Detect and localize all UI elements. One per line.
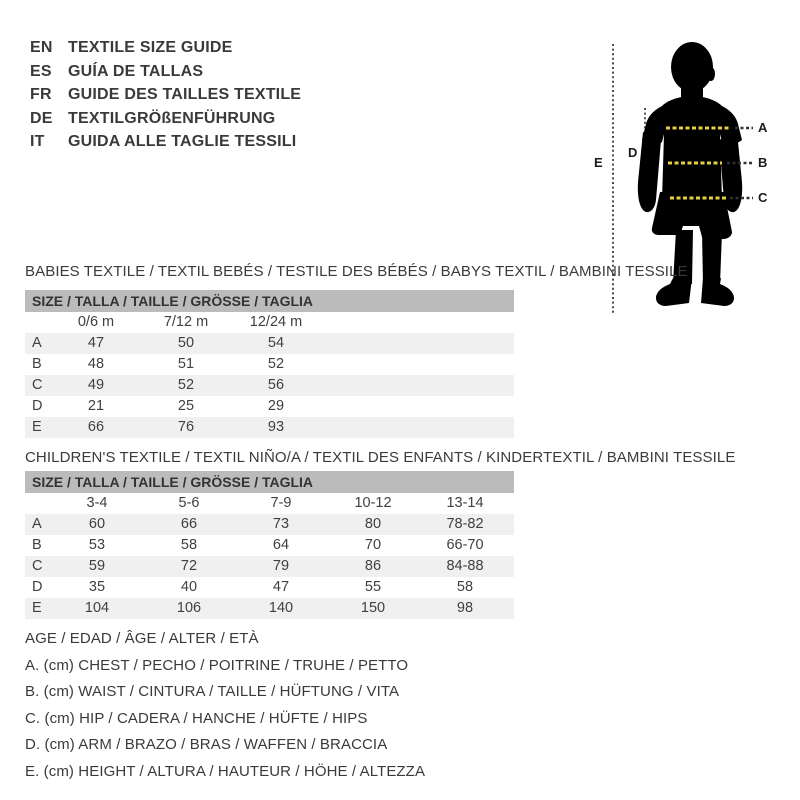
cell: 58: [456, 579, 474, 595]
cell: 66-70: [446, 537, 484, 553]
language-code: DE: [30, 109, 53, 127]
legend-item-waist: B. (cm) WAIST / CINTURA / TAILLE / HÜFTUNG / VITA: [25, 683, 400, 700]
cell: 48: [87, 356, 105, 372]
language-title-list: [30, 36, 301, 154]
cell: 54: [267, 335, 285, 351]
cell: 29: [267, 398, 285, 414]
cell: 70: [364, 537, 382, 553]
cell: 66: [87, 419, 105, 435]
cell: 47: [272, 579, 290, 595]
silhouette-ear: [707, 67, 715, 81]
language-code: FR: [30, 86, 52, 103]
cell: 25: [177, 398, 195, 414]
figure-label-b: B: [758, 155, 768, 170]
language-code: ES: [30, 62, 52, 80]
cell: 47: [87, 335, 105, 351]
cell: 53: [88, 537, 106, 553]
table-row: [25, 535, 514, 556]
cell: 140: [268, 600, 294, 616]
cell: 52: [267, 356, 285, 372]
babies-size-band: SIZE / TALLA / TAILLE / GRÖSSE / TAGLIA: [25, 290, 514, 312]
children-size-band: SIZE / TALLA / TAILLE / GRÖSSE / TAGLIA: [25, 471, 514, 493]
legend-item-hip: C. (cm) HIP / CADERA / HANCHE / HÜFTE / HIPS: [25, 709, 368, 727]
language-code: IT: [30, 133, 45, 150]
cell: 72: [180, 558, 198, 574]
cell: 98: [456, 600, 474, 616]
silhouette-right-leg: [702, 232, 722, 284]
silhouette-left-arm: [638, 132, 661, 212]
cell: 80: [364, 516, 382, 532]
cell: 55: [364, 579, 382, 595]
table-row: [25, 396, 514, 417]
row-label: E: [32, 600, 42, 616]
cell: 104: [84, 600, 110, 616]
language-title: GUÍA DE TALLAS: [68, 62, 204, 80]
language-title: GUIDE DES TAILLES TEXTILE: [68, 86, 302, 103]
language-title: GUIDA ALLE TAGLIE TESSILI: [68, 133, 297, 150]
column-header: 7/12 m: [163, 314, 209, 330]
cell: 51: [177, 356, 195, 372]
row-label: D: [32, 398, 43, 414]
table-row: [25, 354, 514, 375]
legend-age-line: AGE / EDAD / ÂGE / ALTER / ETÀ: [25, 630, 259, 647]
legend-item-chest: A. (cm) CHEST / PECHO / POITRINE / TRUHE / PETTO: [25, 656, 409, 674]
language-title: TEXTILGRÖßENFÜHRUNG: [68, 109, 276, 127]
cell: 73: [272, 516, 290, 532]
row-label: C: [32, 377, 43, 393]
row-label: E: [32, 419, 42, 435]
table-row: [25, 514, 514, 535]
table-row: [25, 375, 514, 396]
children-column-header-row: [25, 493, 514, 514]
table-row: [25, 333, 514, 354]
row-label: A: [32, 335, 42, 351]
cell: 40: [180, 579, 198, 595]
table-row: [25, 598, 514, 619]
figure-label-c: C: [758, 190, 768, 205]
cell: 76: [177, 419, 195, 435]
column-header: 7-9: [270, 495, 292, 511]
babies-column-header-row: [25, 312, 514, 333]
cell: 78-82: [446, 516, 484, 532]
cell: 35: [88, 579, 106, 595]
table-row: [25, 577, 514, 598]
figure-label-d: D: [628, 145, 638, 160]
children-section-heading: CHILDREN'S TEXTILE / TEXTIL NIÑO/A / TEXTIL DES ENFANTS / KINDERTEXTIL / BAMBINI TESSILE: [25, 449, 736, 466]
cell: 86: [364, 558, 382, 574]
cell: 79: [272, 558, 290, 574]
cell: 56: [267, 377, 285, 393]
silhouette-right-foot: [701, 278, 734, 306]
cell: 106: [176, 600, 202, 616]
cell: 58: [180, 537, 198, 553]
measurement-legend: [25, 626, 425, 785]
cell: 50: [177, 335, 195, 351]
cell: 64: [272, 537, 290, 553]
cell: 21: [87, 398, 105, 414]
cell: 49: [87, 377, 105, 393]
row-label: B: [32, 356, 42, 372]
column-header: 13-14: [446, 495, 484, 511]
cell: 52: [177, 377, 195, 393]
corner-cell: [25, 493, 51, 514]
table-row: [25, 417, 514, 438]
column-header: 12/24 m: [249, 314, 303, 330]
table-row: [25, 556, 514, 577]
column-header: 3-4: [86, 495, 108, 511]
row-label: C: [32, 558, 43, 574]
language-title: TEXTILE SIZE GUIDE: [68, 39, 233, 56]
column-header: 10-12: [354, 495, 392, 511]
figure-label-e: E: [594, 155, 603, 170]
legend-item-arm: D. (cm) ARM / BRAZO / BRAS / WAFFEN / BRACCIA: [25, 736, 388, 753]
figure-label-a: A: [758, 120, 768, 135]
column-header: 0/6 m: [77, 314, 115, 330]
cell: 84-88: [446, 558, 484, 574]
cell: 150: [360, 600, 386, 616]
row-label: A: [32, 516, 42, 532]
silhouette-left-foot: [656, 278, 692, 306]
cell: 59: [88, 558, 106, 574]
cell: 66: [180, 516, 198, 532]
legend-item-height: E. (cm) HEIGHT / ALTURA / HAUTEUR / HÖHE / ALTEZZA: [25, 762, 426, 780]
row-label: D: [32, 579, 43, 595]
babies-section-heading: BABIES TEXTILE / TEXTIL BEBÉS / TESTILE DES BÉBÉS / BABYS TEXTIL / BAMBINI TESSILE: [25, 263, 688, 280]
cell: 93: [267, 419, 285, 435]
corner-cell: [25, 312, 51, 333]
column-header: 5-6: [178, 495, 200, 511]
row-label: B: [32, 537, 42, 553]
language-code: EN: [30, 39, 53, 56]
cell: 60: [88, 516, 106, 532]
